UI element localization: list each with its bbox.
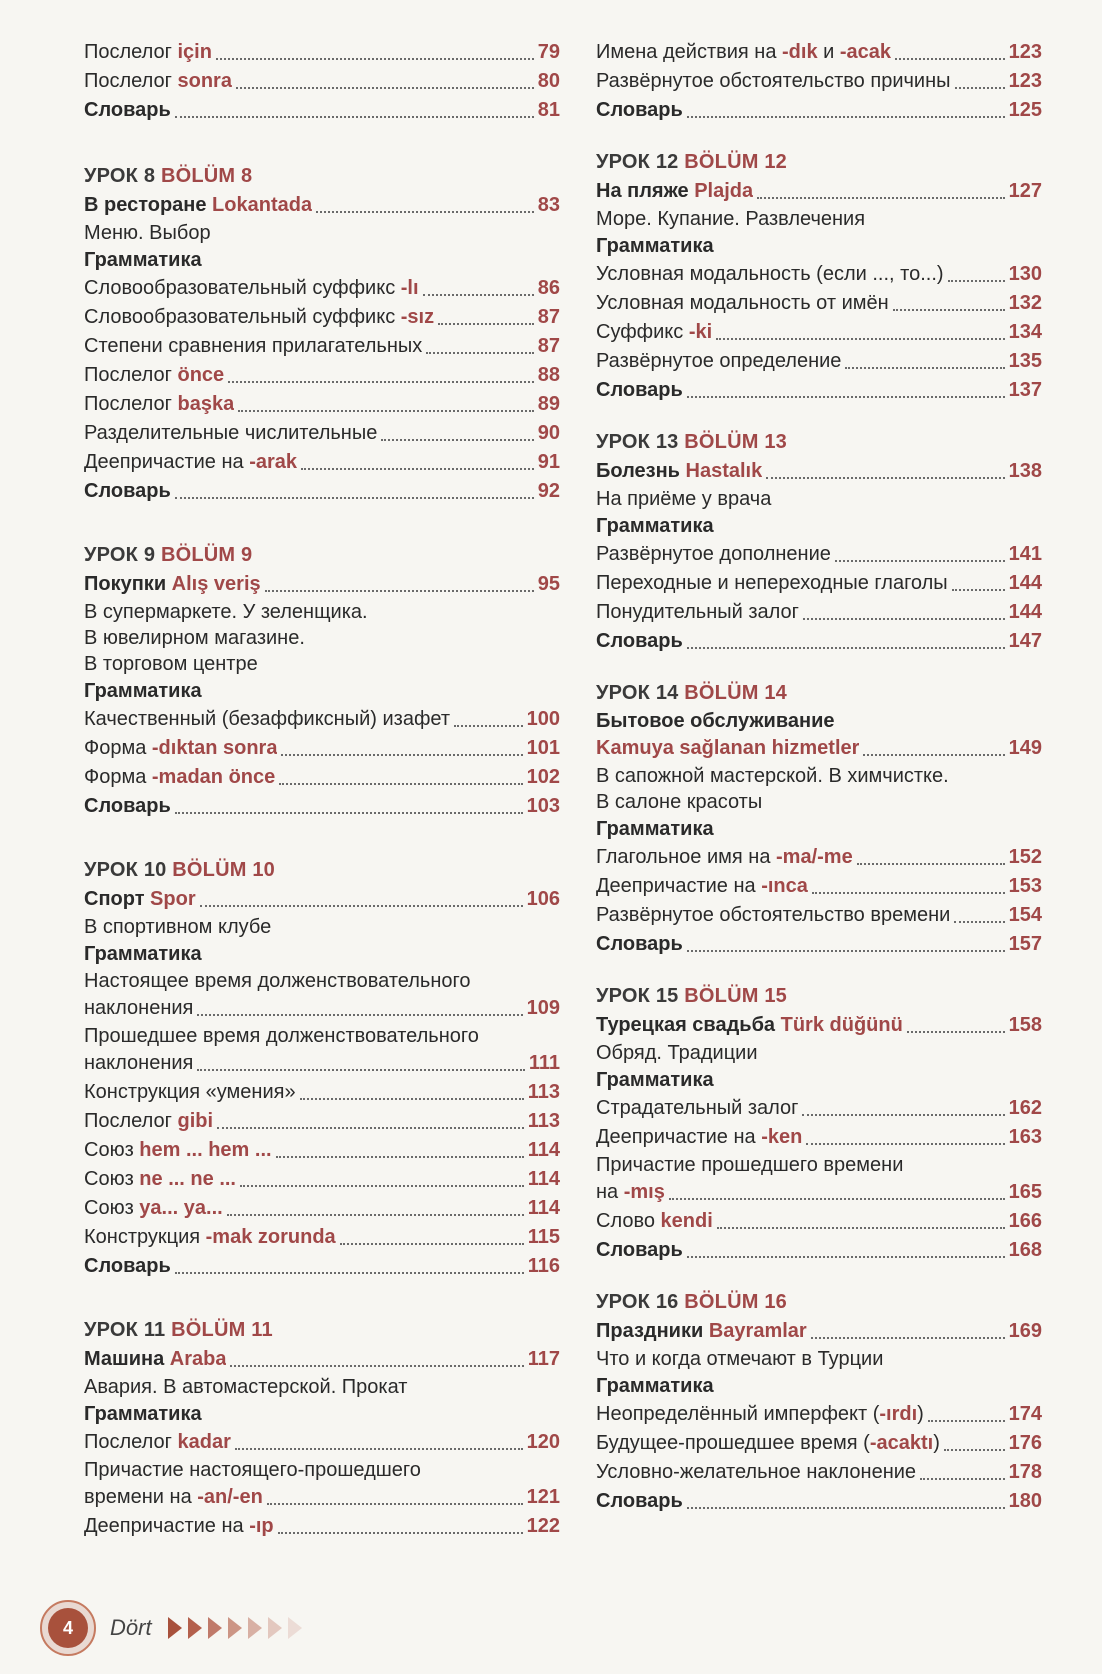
leader-dots	[316, 211, 534, 213]
lesson-title: Бытовое обслуживание	[596, 710, 835, 732]
lesson-heading: УРОК 14 BÖLÜM 14	[596, 682, 787, 704]
lesson-subtitle: Обряд. Традиции	[596, 1042, 758, 1064]
page-number: 80	[537, 70, 560, 92]
entry-text-wrapped: Прошедшее время долженствовательного	[84, 1025, 479, 1047]
toc-entry-dictionary[interactable]: Словарь 125	[596, 99, 1042, 121]
toc-entry[interactable]: Разделительные числительные 90	[84, 422, 560, 444]
toc-entry[interactable]	[84, 96, 560, 125]
lesson-title-entry[interactable]: Болезнь Hastalık 138	[596, 460, 1042, 482]
toc-entry[interactable]: Переходные и непереходные глаголы 144	[596, 572, 1042, 594]
grammar-heading: Грамматика	[84, 943, 202, 965]
page-number: 81	[537, 99, 560, 121]
page-number: 79	[537, 41, 560, 63]
entry-turkish: için	[177, 41, 212, 63]
toc-entry[interactable]: Союз ne ... ne ... 114	[84, 1168, 560, 1190]
toc-entry-dictionary[interactable]: Словарь 116	[84, 1255, 560, 1277]
lesson-heading: УРОК 12 BÖLÜM 12	[596, 151, 787, 173]
entry-turkish: sonra	[177, 70, 232, 92]
lesson-title-entry[interactable]: Турецкая свадьба Türk düğünü 158	[596, 1014, 1042, 1036]
toc-entry[interactable]: Развёрнутое дополнение 141	[596, 543, 1042, 565]
lesson-13	[596, 427, 1042, 656]
toc-entry[interactable]: Союз ya... ya... 114	[84, 1197, 560, 1219]
lesson-14	[596, 678, 1042, 959]
grammar-heading: Грамматика	[84, 680, 202, 702]
entry-text-wrapped: Настоящее время долженствовательного	[84, 970, 471, 992]
arrow-icon	[288, 1617, 302, 1639]
toc-entry-dictionary[interactable]: Словарь 137	[596, 379, 1042, 401]
lesson-title-entry[interactable]: Покупки Alış veriş 95	[84, 573, 560, 595]
lesson-9	[84, 540, 560, 821]
toc-entry[interactable]: Имена действия на -dık и -acak 123	[596, 41, 1042, 63]
entry-text: Послелог	[84, 70, 178, 92]
toc-entry[interactable]: наклонения 111	[84, 1052, 560, 1074]
lesson-title-entry[interactable]: Праздники Bayramlar 169	[596, 1320, 1042, 1342]
lesson-title-entry[interactable]: На пляже Plajda 127	[596, 180, 1042, 202]
lesson-subtitle: В салоне красоты	[596, 791, 763, 813]
entry-dictionary: Словарь	[84, 99, 171, 121]
toc-entry[interactable]: Деепричастие на -arak 91	[84, 451, 560, 473]
grammar-heading: Грамматика	[596, 818, 714, 840]
lesson-title-entry[interactable]: Спорт Spor 106	[84, 888, 560, 910]
leader-dots	[236, 87, 534, 89]
toc-entry[interactable]: Слово kendi 166	[596, 1210, 1042, 1232]
toc-entry[interactable]: Степени сравнения прилагательных 87	[84, 335, 560, 357]
toc-entry[interactable]: Деепричастие на -ken 163	[596, 1126, 1042, 1148]
lesson-8	[84, 161, 560, 506]
decorative-arrows	[168, 1617, 302, 1639]
toc-entry[interactable]: Условная модальность (если ..., то...) 130	[596, 263, 1042, 285]
toc-entry[interactable]: Страдательный залог 162	[596, 1097, 1042, 1119]
toc-entry[interactable]: Послелог kadar 120	[84, 1431, 560, 1453]
lesson-heading: УРОК 9 BÖLÜM 9	[84, 544, 253, 566]
lesson-15	[596, 981, 1042, 1265]
grammar-heading: Грамматика	[84, 249, 202, 271]
toc-entry[interactable]: времени на -an/-en 121	[84, 1486, 560, 1508]
grammar-heading: Грамматика	[596, 1375, 714, 1397]
grammar-heading: Грамматика	[596, 235, 714, 257]
entry-text: Послелог	[84, 41, 178, 63]
entry-text-wrapped: Причастие настоящего-прошедшего	[84, 1459, 421, 1481]
lesson-heading: УРОК 10 BÖLÜM 10	[84, 859, 275, 881]
toc-entry-dictionary[interactable]: Словарь 168	[596, 1239, 1042, 1261]
toc-entry-dictionary[interactable]: Словарь 103	[84, 795, 560, 817]
arrow-icon	[168, 1617, 182, 1639]
leader-dots	[216, 58, 534, 60]
toc-entry[interactable]: Суффикс -ki 134	[596, 321, 1042, 343]
grammar-heading: Грамматика	[596, 1069, 714, 1091]
lesson-11	[84, 1315, 560, 1541]
page-footer	[40, 1598, 302, 1658]
toc-entry[interactable]: Понудительный залог 144	[596, 601, 1042, 623]
toc-entry-dictionary[interactable]: Словарь 157	[596, 933, 1042, 955]
toc-entry[interactable]: на -mış 165	[596, 1181, 1042, 1203]
toc-entry[interactable]: Будущее-прошедшее время (-acaktı) 176	[596, 1432, 1042, 1454]
page-number-badge	[40, 1600, 96, 1656]
lesson-subtitle: Море. Купание. Развлечения	[596, 208, 866, 230]
lesson-12	[596, 147, 1042, 405]
lesson-title-entry[interactable]: В ресторане Lokantada 83	[84, 194, 560, 216]
toc-entry[interactable]: Конструкция -mak zorunda 115	[84, 1226, 560, 1248]
lesson-heading: УРОК 15 BÖLÜM 15	[596, 985, 787, 1007]
lesson-10	[84, 855, 560, 1281]
toc-continuation-right	[596, 38, 1042, 125]
toc-entry[interactable]: Словообразовательный суффикс -lı 86	[84, 277, 560, 299]
toc-entry[interactable]	[84, 67, 560, 96]
entry-text-wrapped: Причастие прошедшего времени	[596, 1154, 904, 1176]
lesson-title-entry[interactable]: Kamuya sağlanan hizmetler 149	[596, 737, 1042, 759]
toc-entry[interactable]: Послелог önce 88	[84, 364, 560, 386]
lesson-subtitle: Меню. Выбор	[84, 222, 211, 244]
lesson-subtitle: В супермаркете. У зеленщика.	[84, 601, 368, 623]
page-number-word: Dört	[110, 1615, 152, 1640]
toc-entry[interactable]: Словообразовательный суффикс -sız 87	[84, 306, 560, 328]
grammar-heading: Грамматика	[596, 515, 714, 537]
lesson-subtitle: В сапожной мастерской. В химчистке.	[596, 765, 949, 787]
arrow-icon	[208, 1617, 222, 1639]
lesson-16	[596, 1287, 1042, 1516]
arrow-icon	[248, 1617, 262, 1639]
page-number: 4	[48, 1608, 88, 1648]
toc-entry[interactable]: Условно-желательное наклонение 178	[596, 1461, 1042, 1483]
toc-entry[interactable]: Послелог başka 89	[84, 393, 560, 415]
toc-entry-dictionary[interactable]: Словарь 92	[84, 480, 560, 502]
toc-right-column	[596, 38, 1042, 1538]
lesson-heading: УРОК 13 BÖLÜM 13	[596, 431, 787, 453]
toc-entry-dictionary[interactable]: Словарь 147	[596, 630, 1042, 652]
toc-entry[interactable]: Качественный (безаффиксный) изафет 100	[84, 708, 560, 730]
arrow-icon	[268, 1617, 282, 1639]
toc-entry[interactable]: Неопределённый имперфект (-ırdı) 174	[596, 1403, 1042, 1425]
lesson-heading: УРОК 11 BÖLÜM 11	[84, 1319, 273, 1341]
lesson-title-entry[interactable]: Машина Araba 117	[84, 1348, 560, 1370]
toc-entry[interactable]: Развёрнутое обстоятельство причины 123	[596, 70, 1042, 92]
toc-entry-dictionary[interactable]: Словарь 180	[596, 1490, 1042, 1512]
toc-entry[interactable]: Деепричастие на -ınca 153	[596, 875, 1042, 897]
toc-entry[interactable]: Послелог gibi 113	[84, 1110, 560, 1132]
arrow-icon	[228, 1617, 242, 1639]
toc-entry[interactable]: наклонения 109	[84, 997, 560, 1019]
lesson-heading: УРОК 16 BÖLÜM 16	[596, 1291, 787, 1313]
toc-entry[interactable]: Союз hem ... hem ... 114	[84, 1139, 560, 1161]
lesson-subtitle: На приёме у врача	[596, 488, 772, 510]
toc-entry[interactable]: Форма -madan önce 102	[84, 766, 560, 788]
toc-continuation-left	[84, 38, 560, 125]
toc-entry[interactable]: Условная модальность от имён 132	[596, 292, 1042, 314]
arrow-icon	[188, 1617, 202, 1639]
toc-entry[interactable]: Форма -dıktan sonra 101	[84, 737, 560, 759]
lesson-heading: УРОК 8 BÖLÜM 8	[84, 165, 253, 187]
toc-entry[interactable]: Глагольное имя на -ma/-me 152	[596, 846, 1042, 868]
toc-entry[interactable]	[84, 38, 560, 67]
toc-entry[interactable]: Развёрнутое определение 135	[596, 350, 1042, 372]
lesson-subtitle: Что и когда отмечают в Турции	[596, 1348, 884, 1370]
toc-entry[interactable]: Конструкция «умения» 113	[84, 1081, 560, 1103]
lesson-subtitle: В спортивном клубе	[84, 916, 272, 938]
leader-dots	[175, 116, 534, 118]
toc-entry[interactable]: Развёрнутое обстоятельство времени 154	[596, 904, 1042, 926]
lesson-subtitle: В торговом центре	[84, 653, 258, 675]
toc-entry[interactable]: Деепричастие на -ıp 122	[84, 1515, 560, 1537]
toc-left-column	[84, 38, 560, 1575]
lesson-subtitle: Авария. В автомастерской. Прокат	[84, 1376, 408, 1398]
grammar-heading: Грамматика	[84, 1403, 202, 1425]
lesson-subtitle: В ювелирном магазине.	[84, 627, 305, 649]
